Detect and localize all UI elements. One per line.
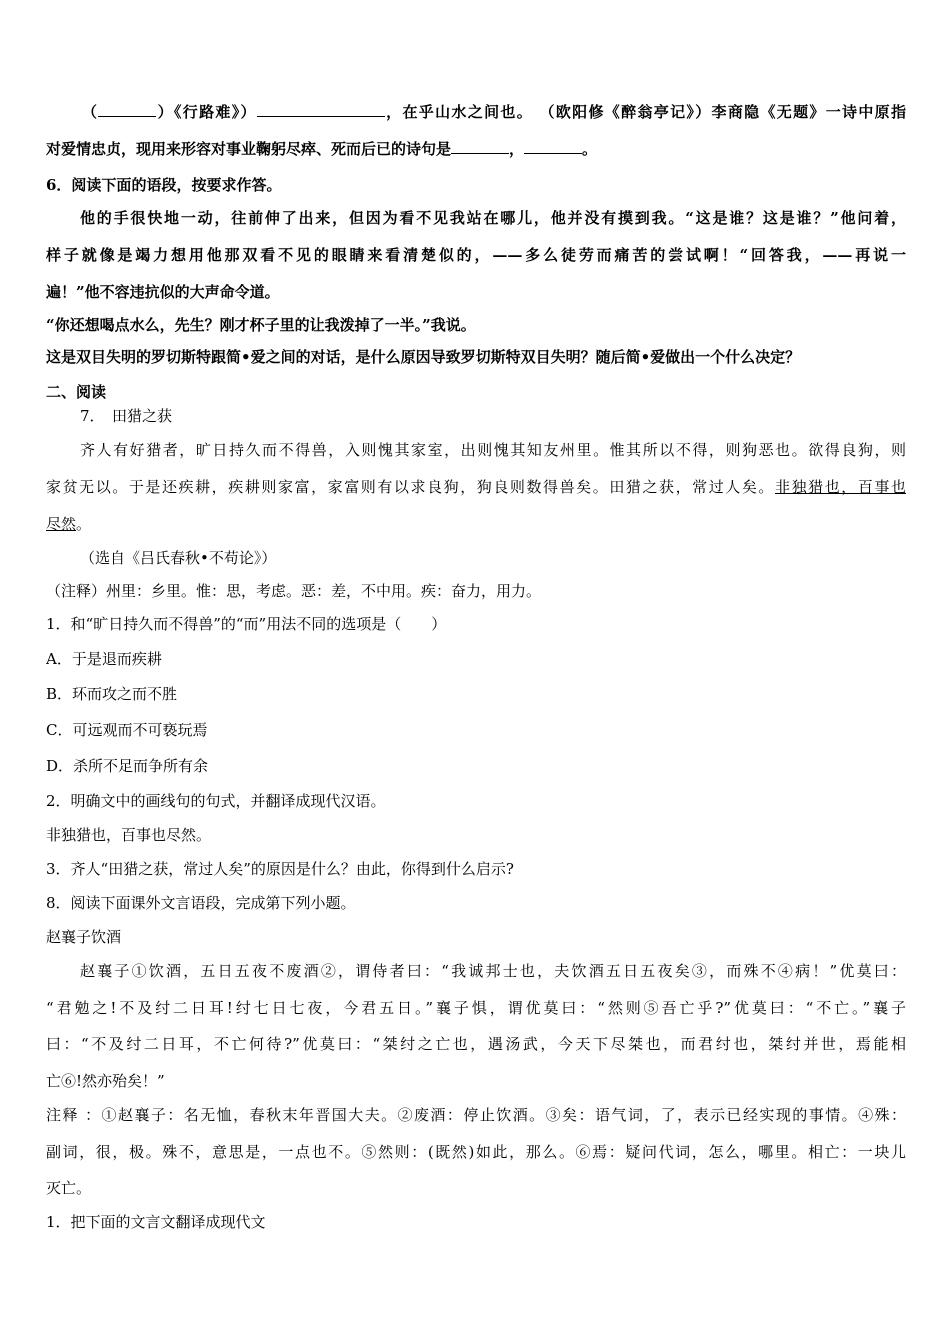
q6-passage-line: “你还想喝点水么，先生？刚才杯子里的让我泼掉了一半。”我说。 xyxy=(46,316,476,334)
q6-heading: 6．阅读下面的语段，按要求作答。 xyxy=(46,176,282,194)
q7-sub-question: 1．和“旷日持久而不得兽”的“而”用法不同的选项是（ ） xyxy=(46,615,447,633)
q7-source: （选自《吕氏春秋•不苟论》） xyxy=(80,549,277,567)
answer-blank[interactable] xyxy=(257,102,385,117)
option-c: C．可远观而不可亵玩焉 xyxy=(46,721,208,739)
q7-notes: （注释）州里：乡里。惟：思，考虑。恶：差，不中用。疾：奋力，用力。 xyxy=(46,582,542,600)
underlined-sentence: 非独猎也，百事也 xyxy=(775,478,906,496)
q8-heading: 8．阅读下面课外文言语段，完成第下列小题。 xyxy=(46,894,356,912)
q5-line-1: （ ）《行路难》） ，在乎山水之间也。 （欧阳修《醉翁亭记》）李商隐《无题》一诗中原指 xyxy=(82,103,906,121)
answer-blank[interactable] xyxy=(451,139,509,154)
q8-text-line: “君勉之!不及纣二日耳!纣七日七夜，今君五日。”襄子惧，谓优莫曰：“然则⑤吾亡乎?”优莫曰：“不亡。”襄子 xyxy=(46,999,906,1017)
option-d: D．杀所不足而争所有余 xyxy=(46,757,209,775)
q6-question: 这是双目失明的罗切斯特跟简•爱之间的对话，是什么原因导致罗切斯特双目失明？随后简•爱做出一个什么决定？ xyxy=(46,348,801,366)
q7-title: 7． 田猎之获 xyxy=(80,407,173,425)
q7-sub-question: 2．明确文中的画线句的句式，并翻译成现代汉语。 xyxy=(46,792,386,810)
section-heading: 二、阅读 xyxy=(46,383,107,401)
q8-text-line: 赵襄子①饮酒，五日五夜不废酒②，谓侍者曰：“我诚邦士也，夫饮酒五日五夜矣③，而殊不④病！”优莫曰： xyxy=(80,962,906,980)
q6-passage-line: 他的手很快地一动，往前伸了出来，但因为看不见我站在哪儿，他并没有摸到我。“这是谁？这是谁？”他问着， xyxy=(80,209,906,227)
q8-text-line: 亡⑥!然亦殆矣！” xyxy=(46,1072,165,1090)
q8-text-line: 曰：“不及纣二日耳，不亡何待?”优莫曰：“桀纣之亡也，遇汤武，今天下尽桀也，而君纣也，桀纣并世，焉能相 xyxy=(46,1035,906,1053)
q7-text-line: 家贫无以。于是还疾耕，疾耕则家富，家富则有以求良狗，狗良则数得兽矣。田猎之获，常过人矣。非独猎也，百事也 xyxy=(46,478,906,496)
q7-sub-question: 3．齐人“田猎之获，常过人矣”的原因是什么？由此，你得到什么启示? xyxy=(46,860,514,878)
option-b: B．环而攻之而不胜 xyxy=(46,685,178,703)
q7-text-line: 齐人有好猎者，旷日持久而不得兽，入则愧其家室，出则愧其知友州里。惟其所以不得，则狗恶也。欲得良狗，则 xyxy=(80,441,906,459)
option-a: A．于是退而疾耕 xyxy=(46,650,162,668)
q8-sub-question: 1．把下面的文言文翻译成现代文 xyxy=(46,1213,266,1231)
answer-blank[interactable] xyxy=(524,139,582,154)
answer-blank[interactable] xyxy=(98,102,156,117)
q8-notes-line: 副词，很，极。殊不，意思是，一点也不。⑤然则：(既然)如此，那么。⑥焉：疑问代词，怎么，哪里。相亡：一块儿 xyxy=(46,1143,906,1161)
q8-notes-line: 注释 ：①赵襄子：名无恤，春秋末年晋国大夫。②废酒：停止饮酒。③矣：语气词，了，表示已经实现的事情。④殊： xyxy=(46,1106,906,1124)
q6-passage-line: 样子就像是竭力想用他那双看不见的眼睛来看清楚似的，——多么徒劳而痛苦的尝试啊！“回答我，——再说一 xyxy=(46,246,906,264)
q5-line-2: 对爱情忠贞，现用来形容对事业鞠躬尽瘁、死而后已的诗句是 ， 。 xyxy=(46,140,598,158)
q7-text-line: 尽然。 xyxy=(46,515,92,533)
q6-passage-line: 遍！”他不容违抗似的大声命令道。 xyxy=(46,283,280,301)
underlined-sentence: 尽然 xyxy=(46,515,77,533)
q8-notes-line: 灭亡。 xyxy=(46,1179,92,1197)
q8-title: 赵襄子饮酒 xyxy=(46,928,122,946)
q7-sub2-sentence: 非独猎也，百事也尽然。 xyxy=(46,826,212,844)
